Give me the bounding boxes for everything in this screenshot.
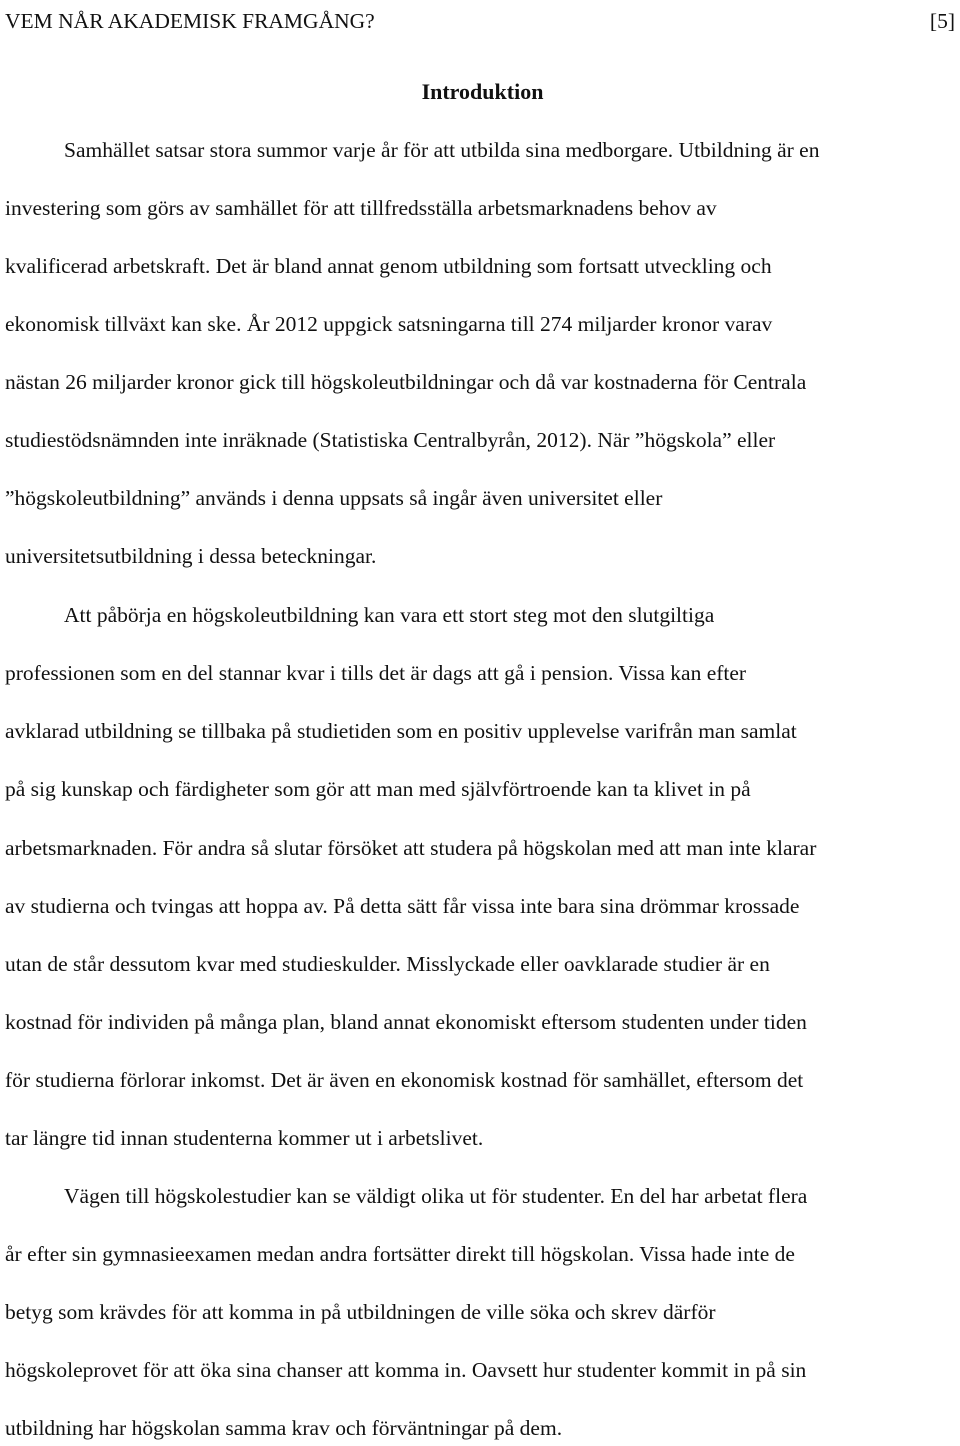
paragraph-3-line-1: Vägen till högskolestudier kan se väldigt olika ut för studenter. En del har arbetat flera: [64, 1184, 808, 1208]
paragraph-2-line-5: arbetsmarknaden. För andra så slutar försöket att studera på högskolan med att man inte klarar: [5, 836, 817, 860]
paragraph-3-line-4: högskoleprovet för att öka sina chanser att komma in. Oavsett hur studenter kommit in på sin: [5, 1358, 807, 1382]
paragraph-2-line-2: professionen som en del stannar kvar i tills det är dags att gå i pension. Vissa kan efter: [5, 661, 747, 685]
paragraph-1-line-4: ekonomisk tillväxt kan ske. År 2012 uppgick satsningarna till 274 miljarder kronor varav: [5, 312, 773, 336]
paragraph-1-line-8: universitetsutbildning i dessa beteckningar.: [5, 544, 377, 568]
paragraph-2-line-10: tar längre tid innan studenterna kommer ut i arbetslivet.: [5, 1126, 484, 1150]
paragraph-2-line-9: för studierna förlorar inkomst. Det är även en ekonomisk kostnad för samhället, eftersom det: [5, 1068, 804, 1092]
paragraph-2-line-3: avklarad utbildning se tillbaka på studietiden som en positiv upplevelse varifrån man samlat: [5, 719, 797, 743]
paragraph-1-line-5: nästan 26 miljarder kronor gick till högskoleutbildningar och då var kostnaderna för Centrala: [5, 370, 807, 394]
paragraph-3-line-3: betyg som krävdes för att komma in på utbildningen de ville söka och skrev därför: [5, 1300, 716, 1324]
paragraph-2-line-4: på sig kunskap och färdigheter som gör att man med självförtroende kan ta klivet in på: [5, 777, 751, 801]
section-title: Introduktion: [421, 79, 544, 104]
paragraph-1-line-2: investering som görs av samhället för att tillfredsställa arbetsmarknadens behov av: [5, 196, 717, 220]
page-header: [5, 4, 955, 38]
paragraph-1-line-1: Samhället satsar stora summor varje år för att utbilda sina medborgare. Utbildning är en: [64, 138, 820, 162]
paragraph-1-line-6: studiestödsnämnden inte inräknade (Statistiska Centralbyrån, 2012). När ”högskola” eller: [5, 428, 776, 452]
paragraph-2-line-1: Att påbörja en högskoleutbildning kan vara ett stort steg mot den slutgiltiga: [64, 603, 715, 627]
paragraph-3-line-2: år efter sin gymnasieexamen medan andra fortsätter direkt till högskolan. Vissa hade inte de: [5, 1242, 795, 1266]
paragraph-3-line-5: utbildning har högskolan samma krav och förväntningar på dem.: [5, 1416, 563, 1440]
paragraph-1-line-7: ”högskoleutbildning” används i denna uppsats så ingår även universitet eller: [5, 486, 663, 510]
paragraph-2-line-6: av studierna och tvingas att hoppa av. På detta sätt får vissa inte bara sina drömmar krossade: [5, 894, 800, 918]
paragraph-2-line-8: kostnad för individen på många plan, bland annat ekonomiskt eftersom studenten under tiden: [5, 1010, 807, 1034]
page-number: [5]: [929, 9, 955, 33]
paragraph-2-line-7: utan de står dessutom kvar med studieskulder. Misslyckade eller oavklarade studier är en: [5, 952, 770, 976]
running-head: VEM NÅR AKADEMISK FRAMGÅNG?: [5, 9, 375, 33]
paragraph-1-line-3: kvalificerad arbetskraft. Det är bland annat genom utbildning som fortsatt utveckling och: [5, 254, 772, 278]
